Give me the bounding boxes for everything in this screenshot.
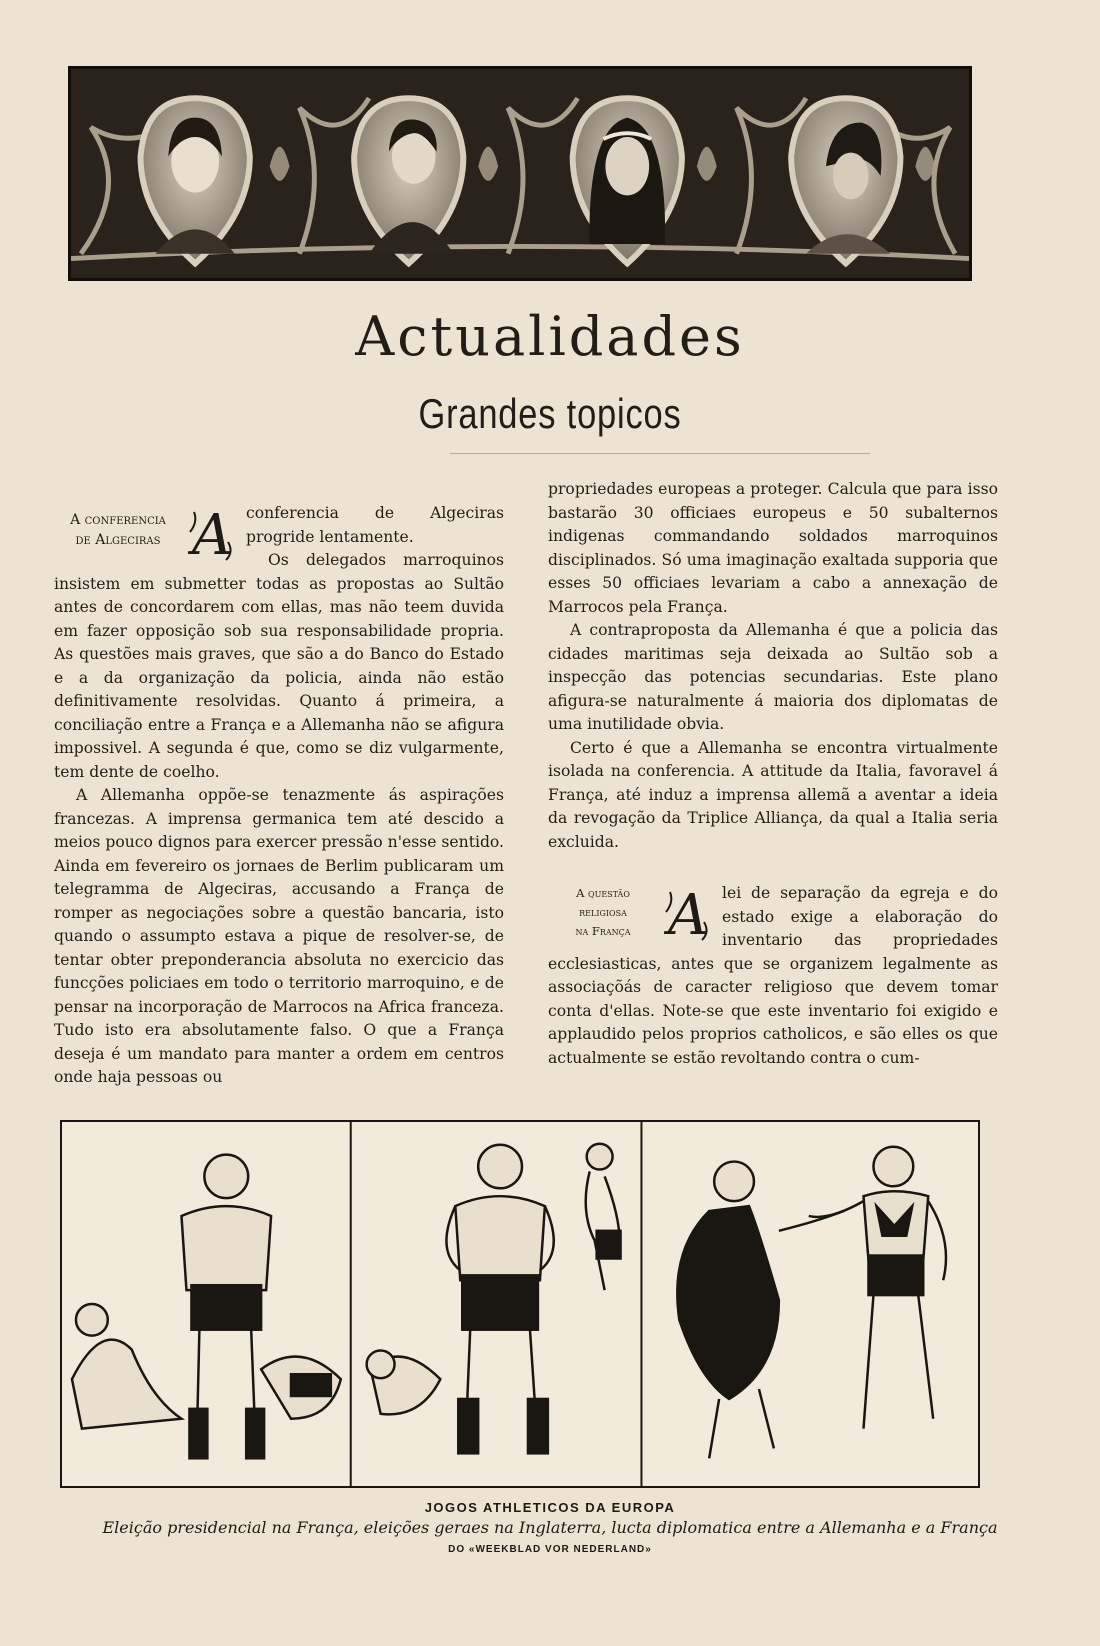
- article-column-right: [548, 478, 998, 1070]
- panel-3-wrestlers: [677, 1147, 946, 1459]
- svg-text:A: A: [668, 883, 709, 944]
- section-side-heading: [54, 510, 182, 550]
- cartoon-title: JOGOS ATHLETICOS DA EUROPA: [424, 1500, 676, 1515]
- ornamental-banner: [68, 66, 972, 281]
- page-subtitle: Grandes topicos: [418, 390, 682, 437]
- section-side-heading: [548, 884, 658, 941]
- article-paragraph: lei de separação da egreja e do estado exige a elaboração do inventario das propriedades ecclesiasticas, antes que se organizem legalmente as associaçõás de caracter religioso que devem tomar conta d'ellas. Note-se que este inventario foi exigido e applaudido pelos proprios catholicos, e são elles os que actualmente se estão revoltando contra o cum-: [548, 884, 998, 1067]
- article-paragraph: A contraproposta da Allemanha é que a policia das cidades maritimas seja deixada ao Sultão sob a inspecção das potencias secundarias. Este plano afigura-se naturalmente á maioria dos diplomatas de uma inutilidade obvia.: [548, 621, 998, 733]
- ornamental-dropcap: [188, 502, 236, 564]
- side-heading-line: A questão: [576, 886, 630, 900]
- panel-1-wrestlers: [72, 1155, 341, 1459]
- article-paragraph: Certo é que a Allemanha se encontra virtualmente isolada na conferencia. A attitude da Italia, favoravel á França, até induz a imprensa allemã a aventar a ideia da revogação da Triplice Alliança, da qual a Italia seria excluida.: [548, 738, 998, 851]
- ornamental-dropcap: [664, 882, 712, 944]
- panel-2-wrestlers: [367, 1144, 621, 1454]
- article-column-left: [54, 502, 504, 1090]
- side-heading-line: religiosa: [579, 905, 627, 919]
- svg-text:A: A: [192, 503, 233, 564]
- cartoon-credit: DO «WEEKBLAD VOR NEDERLAND»: [448, 1544, 652, 1555]
- title-divider: [450, 453, 870, 454]
- dropcap-a-icon: [188, 502, 236, 564]
- side-heading-line: de Algeciras: [75, 532, 161, 548]
- cartoon-illustration: [60, 1120, 980, 1488]
- article-paragraph: Os delegados marroquinos insistem em submetter todas as propostas ao Sultão antes de concordarem com ellas, mas não teem duvida em fazer opposição sob sua responsabilidade propria. As questões mais graves, que são a do Banco do Estado e a da organização da policia, ainda não estão definitivamente resolvidas. Quanto á primeira, a conciliação entre a França e a Allemanha não se afigura impossivel. A segunda é que, como se diz vulgarmente, tem dente de coelho.: [54, 551, 504, 781]
- side-heading-line: na França: [575, 924, 631, 938]
- dropcap-a-icon: [664, 882, 712, 944]
- side-heading-line: A conferencia: [70, 512, 166, 528]
- page-title: Actualidades: [355, 305, 745, 368]
- article-paragraph: A Allemanha oppõe-se tenazmente ás aspirações francezas. A imprensa germanica tem até descido a meios pouco dignos para exercer pressão n'esse sentido. Ainda em fevereiro os jornaes de Berlim publicaram um telegramma de Algeciras, accusando a França de romper as negociações sobre a questão bancaria, isto quando o assumpto estava a pique de resolver-se, de tentar obter preponderancia absoluta no exercicio das funcções policiaes em todo o territorio marroquino, e de pensar na incorporação de Marrocos na Africa franceza. Tudo isto era absolutamente falso. O que a França deseja é um mandato para manter a ordem em centros onde haja pessoas ou: [54, 786, 504, 1086]
- article-paragraph: propriedades europeas a proteger. Calcula que para isso bastarão 30 officiaes europeus e 50 subalternos indigenas commandando soldados marroquinos disciplinados. Só uma imaginação exaltada supporia que esses 50 officiaes levariam a cabo a annexação de Marrocos pela França.: [548, 480, 998, 616]
- article-paragraph: conferencia de Algeciras progride lentamente.: [246, 504, 504, 546]
- cartoon-caption: Eleição presidencial na França, eleições geraes na Inglaterra, lucta diplomatica entre a Allemanha e a França: [102, 1518, 998, 1537]
